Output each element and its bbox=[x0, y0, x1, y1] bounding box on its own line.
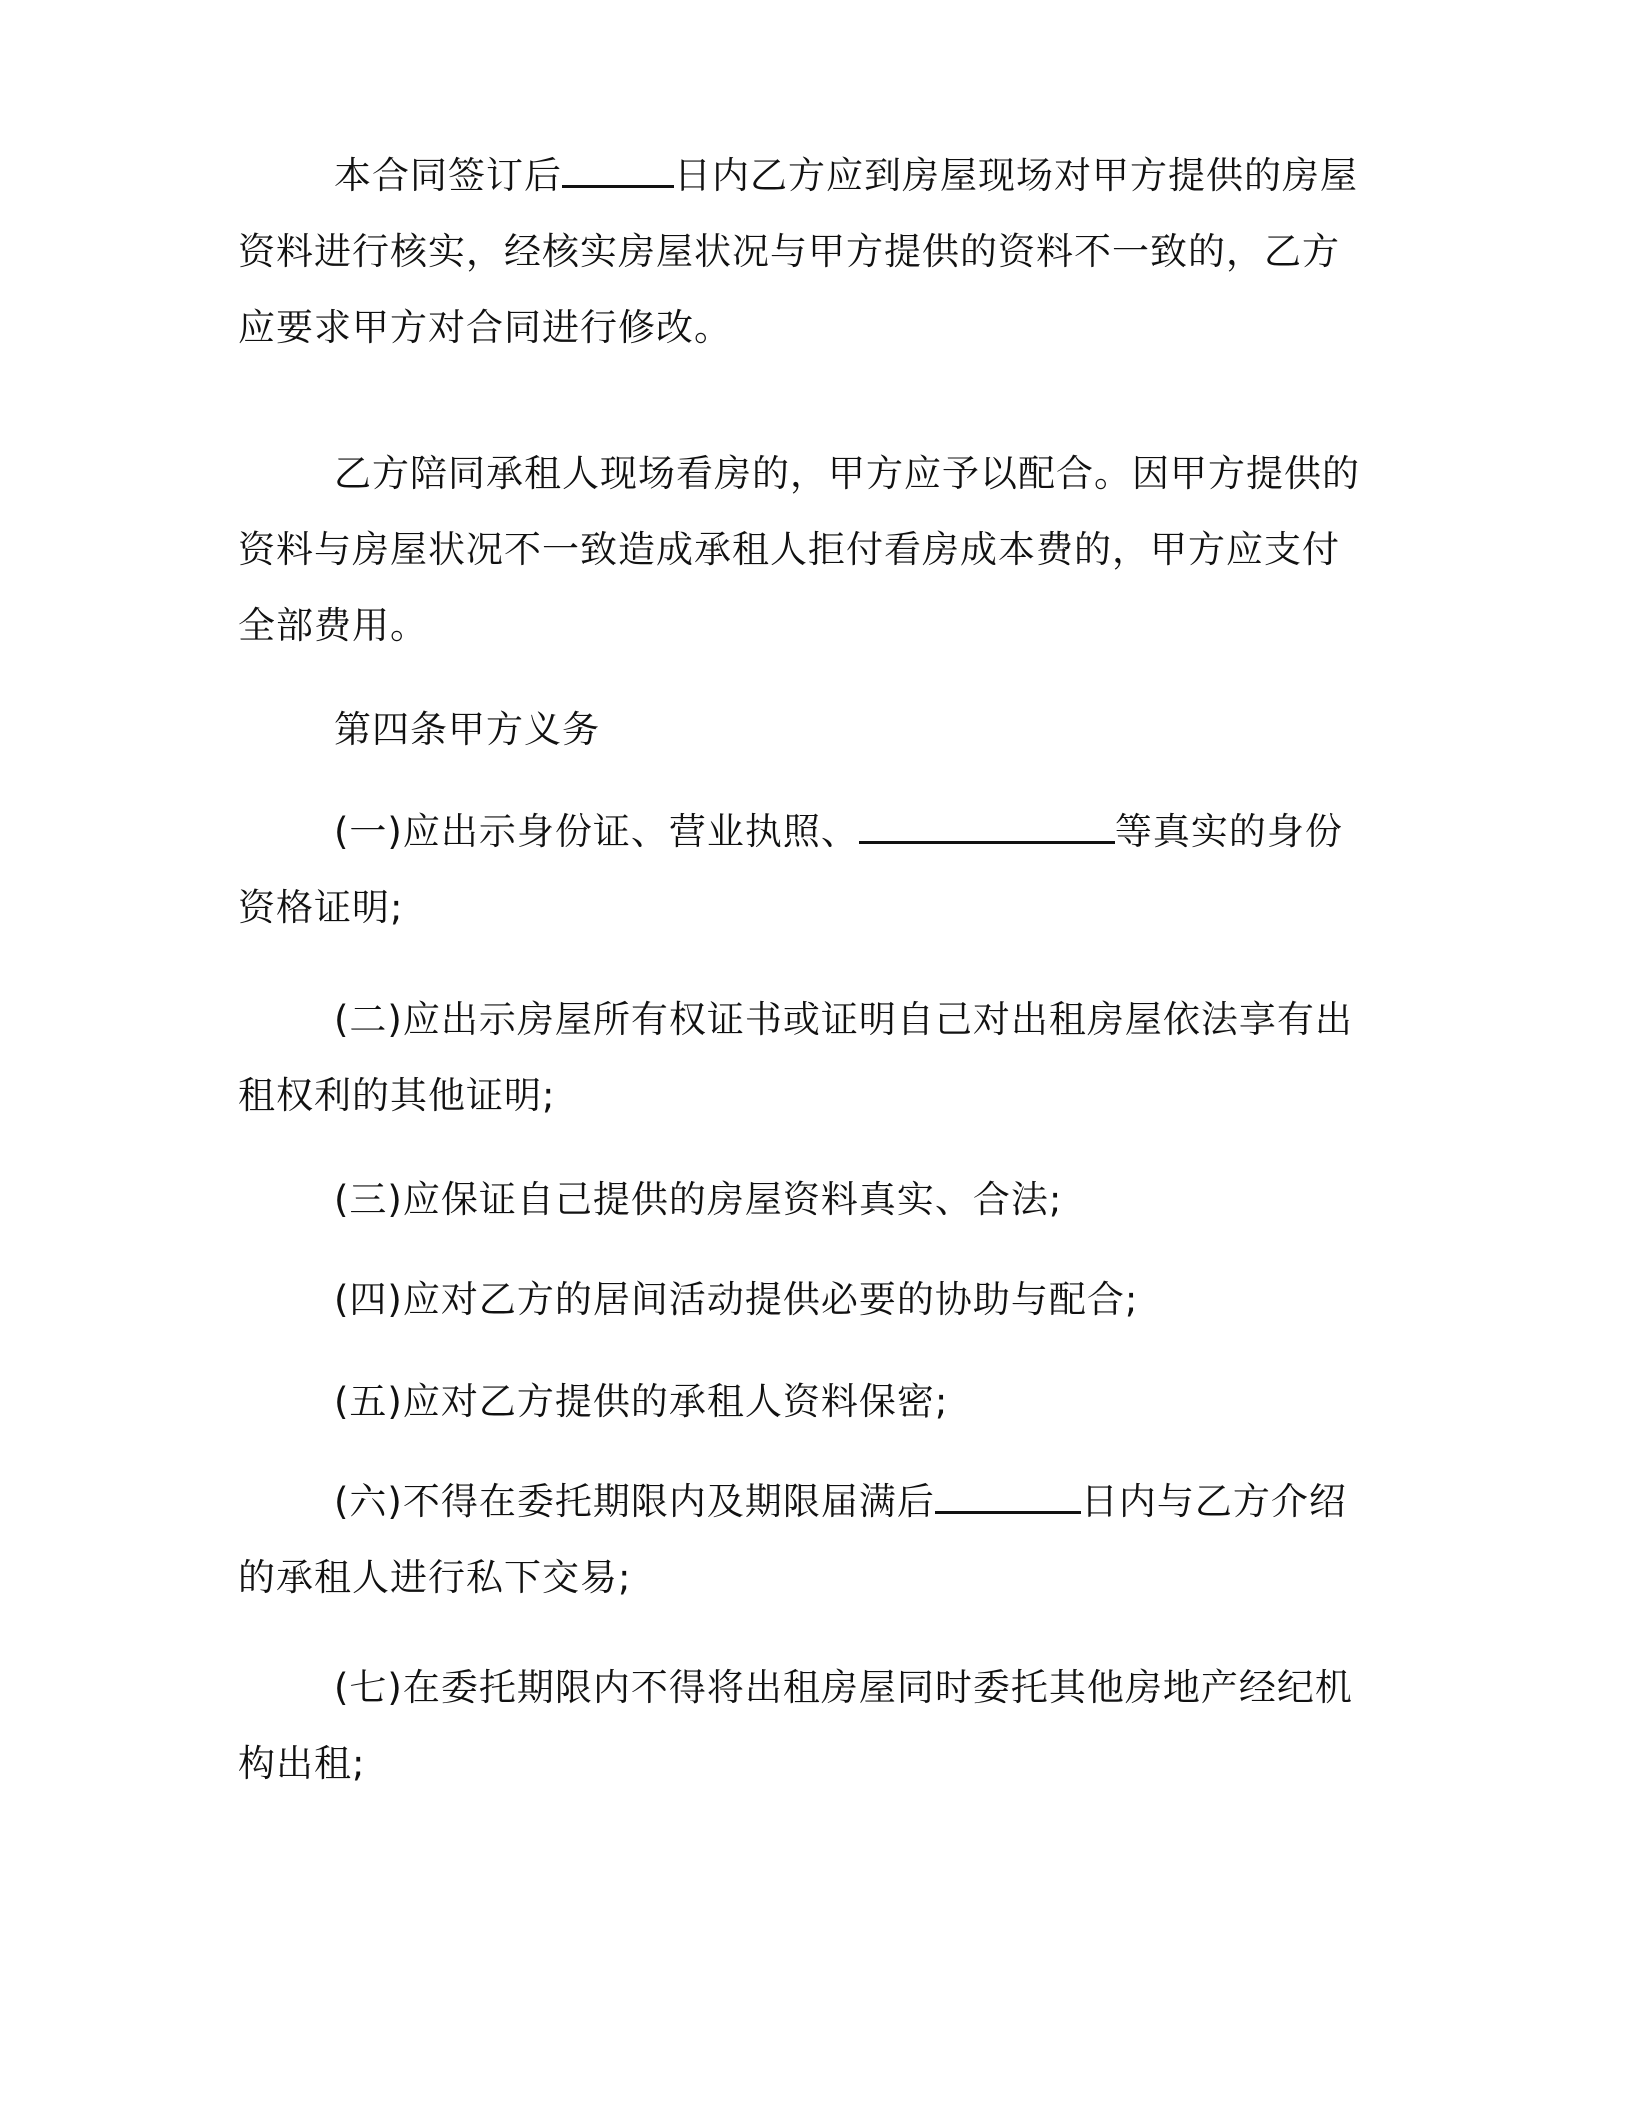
fill-in-blank-days bbox=[562, 155, 674, 188]
paragraph-text-before-blank: 本合同签订后 bbox=[334, 154, 562, 197]
item-text-after-blank: 等真实的身份资格证明; bbox=[238, 810, 1343, 929]
obligation-item-6 bbox=[238, 1464, 1370, 1616]
obligation-item-3: (三)应保证自己提供的房屋资料真实、合法; bbox=[334, 1178, 1063, 1221]
obligation-item-4: (四)应对乙方的居间活动提供必要的协助与配合; bbox=[334, 1278, 1139, 1321]
paragraph-viewing-cooperation: 乙方陪同承租人现场看房的，甲方应予以配合。因甲方提供的资料与房屋状况不一致造成承租人拒付看房成本费的，甲方应支付全部费用。 bbox=[238, 452, 1360, 647]
section-heading-article-4: 第四条甲方义务 bbox=[334, 708, 600, 751]
obligation-item-2: (二)应出示房屋所有权证书或证明自己对出租房屋依法享有出租权利的其他证明; bbox=[238, 998, 1353, 1117]
obligation-item-7: (七)在委托期限内不得将出租房屋同时委托其他房地产经纪机构出租; bbox=[238, 1666, 1353, 1785]
fill-in-blank-documents bbox=[859, 811, 1115, 844]
paragraph-verification bbox=[238, 138, 1370, 366]
item-text-after-blank: 日内与乙方介绍的承租人进行私下交易; bbox=[238, 1480, 1347, 1599]
paragraph-text-after-blank: 日内乙方应到房屋现场对甲方提供的房屋资料进行核实，经核实房屋状况与甲方提供的资料不一致的，乙方应要求甲方对合同进行修改。 bbox=[238, 154, 1358, 349]
obligation-item-1 bbox=[238, 794, 1370, 946]
fill-in-blank-days-after-term bbox=[935, 1481, 1081, 1514]
item-text-before-blank: (一)应出示身份证、营业执照、 bbox=[334, 810, 859, 853]
obligation-item-5: (五)应对乙方提供的承租人资料保密; bbox=[334, 1380, 949, 1423]
item-text-before-blank: (六)不得在委托期限内及期限届满后 bbox=[334, 1480, 935, 1523]
